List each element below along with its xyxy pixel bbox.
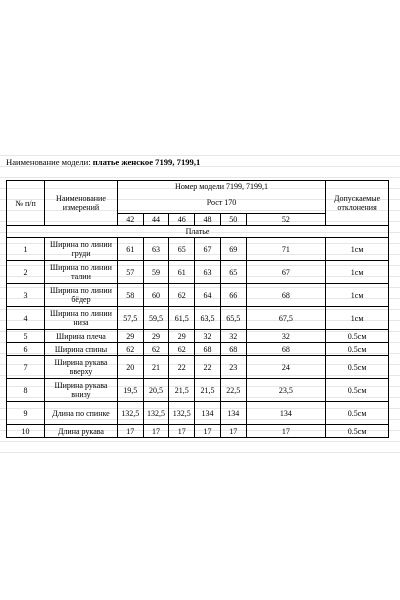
measurement-value: 132,5	[169, 402, 195, 425]
measurement-value: 134	[195, 402, 221, 425]
measurement-value: 29	[117, 330, 143, 343]
measurement-value: 68	[246, 284, 326, 307]
measurement-value: 22	[195, 356, 221, 379]
header-model-number: Номер модели 7199, 7199,1	[117, 181, 325, 192]
tolerance-value: 0.5см	[326, 379, 389, 402]
measurement-value: 62	[169, 284, 195, 307]
measurement-value: 62	[169, 343, 195, 356]
table-row	[7, 307, 389, 330]
measurement-value: 134	[246, 402, 326, 425]
measurement-value: 58	[117, 284, 143, 307]
model-label: Наименование модели:	[6, 157, 91, 167]
measurement-value: 63,5	[195, 307, 221, 330]
measurement-name: Ширина рукава внизу	[45, 379, 118, 402]
table-row	[7, 425, 389, 438]
measurement-name: Ширина спины	[45, 343, 118, 356]
measurement-value: 22	[169, 356, 195, 379]
size-header-cell: 42	[117, 214, 143, 226]
measurement-value: 20,5	[143, 379, 169, 402]
table-row	[7, 379, 389, 402]
measurement-value: 64	[195, 284, 221, 307]
table-row	[7, 284, 389, 307]
measurement-value: 60	[143, 284, 169, 307]
measurement-value: 71	[246, 238, 326, 261]
tolerance-value: 0.5см	[326, 402, 389, 425]
measurement-value: 63	[195, 261, 221, 284]
measurement-value: 132,5	[117, 402, 143, 425]
measurement-name: Ширина по линии груди	[45, 238, 118, 261]
measurement-value: 21,5	[169, 379, 195, 402]
table-row	[7, 238, 389, 261]
row-number: 3	[7, 284, 45, 307]
measurement-value: 17	[143, 425, 169, 438]
measurement-value: 68	[195, 343, 221, 356]
measurement-value: 132,5	[143, 402, 169, 425]
measurement-value: 61	[169, 261, 195, 284]
measurement-value: 57	[117, 261, 143, 284]
measurement-value: 17	[246, 425, 326, 438]
table-row	[7, 330, 389, 343]
measurement-value: 17	[117, 425, 143, 438]
measurement-name: Ширина рукава вверху	[45, 356, 118, 379]
tolerance-value: 0.5см	[326, 343, 389, 356]
row-number: 8	[7, 379, 45, 402]
measurement-value: 19,5	[117, 379, 143, 402]
sheet-gridline	[0, 441, 400, 453]
measurement-value: 62	[143, 343, 169, 356]
size-header-cell: 44	[143, 214, 169, 226]
measurement-value: 66	[220, 284, 246, 307]
measurement-value: 57,5	[117, 307, 143, 330]
row-number: 1	[7, 238, 45, 261]
measurement-value: 32	[195, 330, 221, 343]
size-header-cell: 52	[246, 214, 326, 226]
row-number: 5	[7, 330, 45, 343]
row-number: 9	[7, 402, 45, 425]
measurement-name: Ширина по линии бёдер	[45, 284, 118, 307]
tolerance-value: 1см	[326, 307, 389, 330]
measurement-value: 32	[246, 330, 326, 343]
header-tolerance: Допускаемые отклонения	[326, 181, 389, 226]
measurement-value: 61	[117, 238, 143, 261]
row-number: 4	[7, 307, 45, 330]
measurement-value: 67	[246, 261, 326, 284]
section-dress: Платье	[7, 226, 389, 238]
measurement-value: 65,5	[220, 307, 246, 330]
header-number: № п/п	[7, 181, 45, 226]
measurement-value: 21,5	[195, 379, 221, 402]
measurement-value: 17	[169, 425, 195, 438]
measurement-value: 61,5	[169, 307, 195, 330]
measurement-value: 68	[246, 343, 326, 356]
measurement-value: 59,5	[143, 307, 169, 330]
measurement-value: 23,5	[246, 379, 326, 402]
tolerance-value: 0.5см	[326, 356, 389, 379]
measurement-value: 67	[195, 238, 221, 261]
size-header-cell: 50	[220, 214, 246, 226]
measurement-value: 20	[117, 356, 143, 379]
measurement-value: 29	[169, 330, 195, 343]
header-measurement-name: Наименование измерений	[45, 181, 118, 226]
measurement-value: 17	[195, 425, 221, 438]
measurement-value: 29	[143, 330, 169, 343]
tolerance-value: 1см	[326, 238, 389, 261]
measurement-value: 69	[220, 238, 246, 261]
row-number: 10	[7, 425, 45, 438]
size-header-cell: 48	[195, 214, 221, 226]
measurement-name: Длина по спинке	[45, 402, 118, 425]
row-number: 7	[7, 356, 45, 379]
measurement-value: 65	[220, 261, 246, 284]
table-row	[7, 356, 389, 379]
measurement-name: Ширина плеча	[45, 330, 118, 343]
measurement-value: 17	[220, 425, 246, 438]
measurement-value: 23	[220, 356, 246, 379]
measurement-name: Длина рукава	[45, 425, 118, 438]
row-number: 6	[7, 343, 45, 356]
measurement-value: 67,5	[246, 307, 326, 330]
measurement-value: 65	[169, 238, 195, 261]
measurement-name: Ширина по линии талии	[45, 261, 118, 284]
measurement-value: 68	[220, 343, 246, 356]
model-name: платье женское 7199, 7199,1	[92, 157, 201, 167]
tolerance-value: 0.5см	[326, 425, 389, 438]
measurement-value: 62	[117, 343, 143, 356]
measurement-name: Ширина по линии низа	[45, 307, 118, 330]
tolerance-value: 0.5см	[326, 330, 389, 343]
header-height: Рост 170	[117, 192, 325, 214]
measurement-value: 134	[220, 402, 246, 425]
size-chart-table	[6, 180, 389, 438]
measurement-value: 24	[246, 356, 326, 379]
tolerance-value: 1см	[326, 284, 389, 307]
measurement-value: 21	[143, 356, 169, 379]
table-row	[7, 343, 389, 356]
model-title	[6, 157, 200, 167]
table-row	[7, 261, 389, 284]
table-row	[7, 402, 389, 425]
measurement-value: 59	[143, 261, 169, 284]
row-number: 2	[7, 261, 45, 284]
measurement-value: 63	[143, 238, 169, 261]
measurement-value: 22,5	[220, 379, 246, 402]
size-header-cell: 46	[169, 214, 195, 226]
tolerance-value: 1см	[326, 261, 389, 284]
measurement-value: 32	[220, 330, 246, 343]
